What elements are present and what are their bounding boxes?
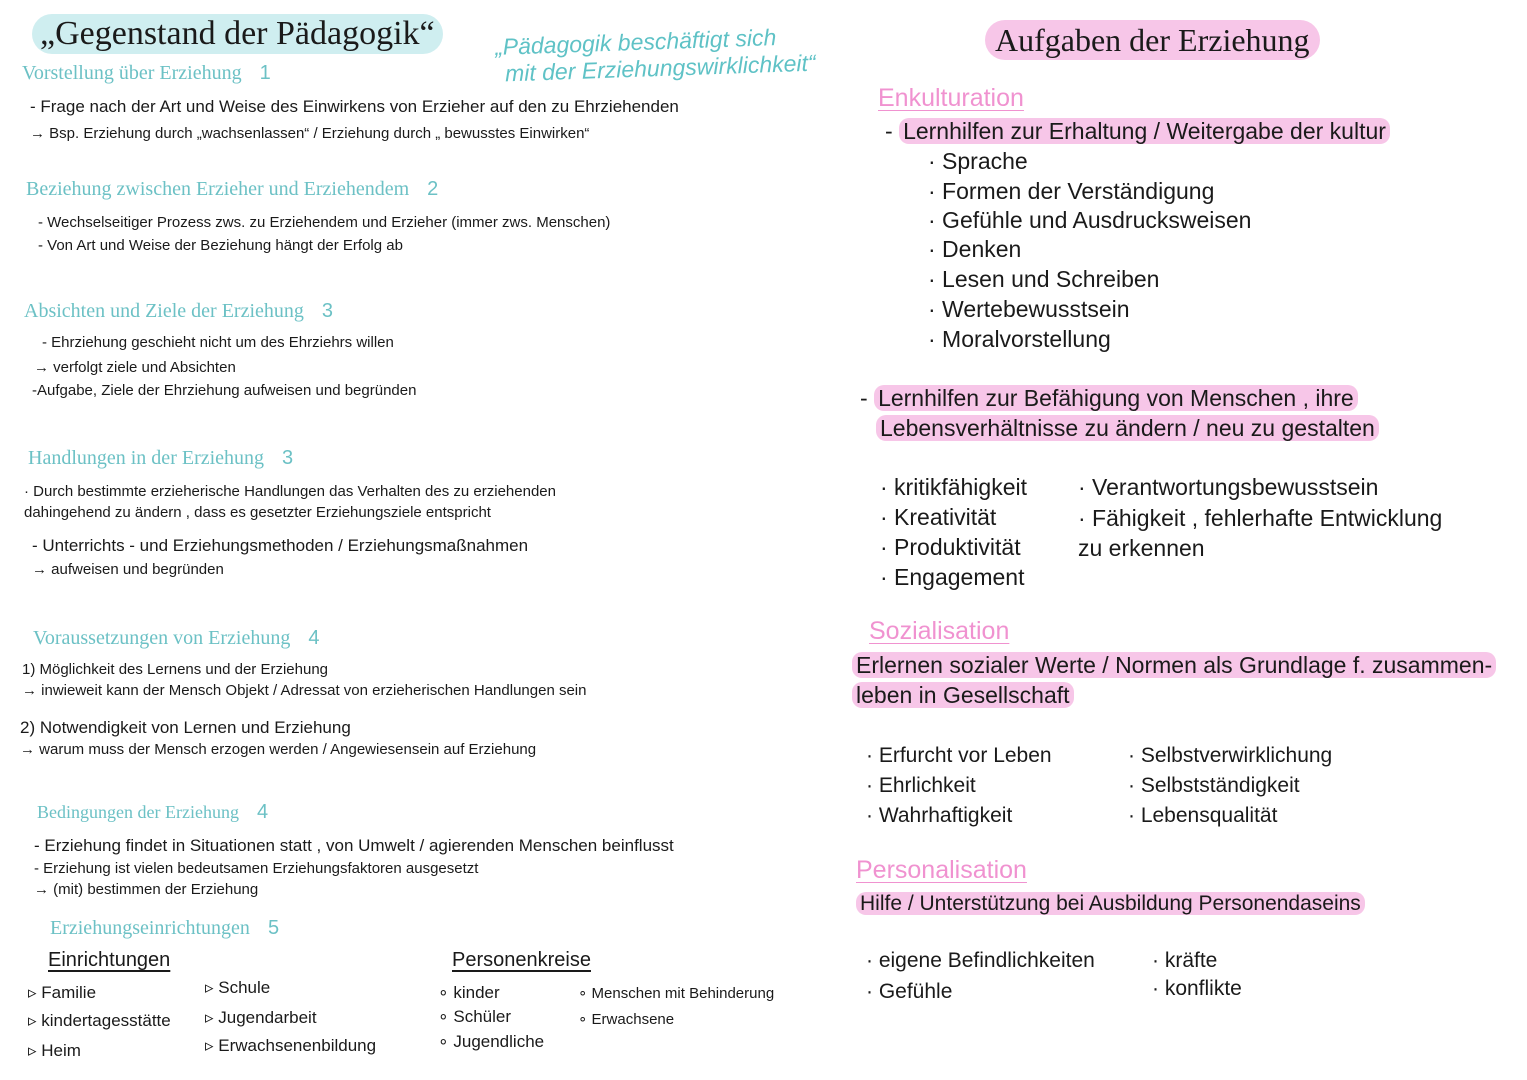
note-line: - Erziehung findet in Situationen statt , von Umwelt / agierenden Menschen beinflusst xyxy=(34,836,674,855)
enkulturation-heading: Enkulturation xyxy=(878,84,1024,112)
note-line: 2) Notwendigkeit von Lernen und Erziehung xyxy=(20,718,351,737)
list-item: · Gefühle xyxy=(866,980,953,1003)
list-item: · Moralvorstellung xyxy=(928,326,1111,352)
section-heading: Erziehungseinrichtungen 5 xyxy=(50,917,280,939)
list-item: · kräfte xyxy=(1152,949,1218,972)
sozialisation-lead-2: leben in Gesellschaft xyxy=(852,681,1074,710)
note-line: - Ehrziehung geschieht nicht um des Ehrziehrs willen xyxy=(42,334,394,351)
personalisation-lead: Hilfe / Unterstützung bei Ausbildung Personendaseins xyxy=(856,890,1365,917)
list-item: · Sprache xyxy=(928,148,1028,174)
list-item: ∘ Erwachsene xyxy=(578,1011,675,1028)
note-line: → Bsp. Erziehung durch „wachsenlassen“ / Erziehung durch „ bewusstes Einwirken“ xyxy=(30,125,590,142)
personalisation-heading: Personalisation xyxy=(856,856,1027,884)
note-line: 1) Möglichkeit des Lernens und der Erziehung xyxy=(22,661,329,678)
list-item: ▹ Erwachsenenbildung xyxy=(205,1036,377,1055)
list-item: · Fähigkeit , fehlerhafte Entwicklung xyxy=(1078,505,1443,531)
list-item: · Selbstständigkeit xyxy=(1128,774,1300,797)
list-item: · kritikfähigkeit xyxy=(880,474,1027,500)
note-line: - Frage nach der Art und Weise des Einwirkens von Erzieher auf den zu Ehrziehenden xyxy=(30,97,679,116)
note-line: → aufweisen und begründen xyxy=(32,561,224,578)
list-item: · Gefühle und Ausdrucksweisen xyxy=(928,207,1252,233)
list-item: · Lesen und Schreiben xyxy=(928,266,1160,292)
list-item: · Erfurcht vor Leben xyxy=(866,744,1052,767)
column-title: Personenkreise xyxy=(452,949,591,971)
note-line: -Aufgabe, Ziele der Ehrziehung aufweisen und begründen xyxy=(32,382,417,399)
list-item: · Kreativität xyxy=(880,504,997,530)
note-line: - Von Art und Weise der Beziehung hängt der Erfolg ab xyxy=(38,237,403,254)
list-item: · Ehrlichkeit xyxy=(866,774,976,797)
list-item: ∘ Menschen mit Behinderung xyxy=(578,985,775,1002)
list-item: zu erkennen xyxy=(1078,535,1205,561)
quote-line-1: „Pädagogik beschäftigt sich xyxy=(494,24,777,60)
list-item: · Selbstverwirklichung xyxy=(1128,744,1333,767)
list-item: · eigene Befindlichkeiten xyxy=(866,949,1095,972)
list-item: · Denken xyxy=(928,236,1022,262)
note-line: → inwieweit kann der Mensch Objekt / Adressat von erzieherischen Handlungen sein xyxy=(22,682,587,699)
list-item: · Engagement xyxy=(880,564,1025,590)
note-line: dahingehend zu ändern , dass es gesetzter Erziehungsziele entspricht xyxy=(24,504,491,521)
section-heading: Voraussetzungen von Erziehung 4 xyxy=(33,627,320,649)
quote-line-2: mit der Erziehungswirklichkeit“ xyxy=(504,49,816,87)
list-item: · Lebensqualität xyxy=(1128,804,1278,827)
list-item: · Formen der Verständigung xyxy=(928,178,1215,204)
note-line: · Durch bestimmte erzieherische Handlungen das Verhalten des zu erziehenden xyxy=(24,483,556,500)
right-page-title: Aufgaben der Erziehung xyxy=(985,20,1320,60)
list-item: ▹ Heim xyxy=(28,1041,81,1060)
list-item: ∘ kinder xyxy=(438,983,500,1002)
sozialisation-heading: Sozialisation xyxy=(869,617,1010,645)
note-line: - Erziehung ist vielen bedeutsamen Erziehungsfaktoren ausgesetzt xyxy=(34,860,479,877)
list-item: ∘ Jugendliche xyxy=(438,1032,545,1051)
list-item: · Produktivität xyxy=(880,534,1021,560)
section-heading: Handlungen in der Erziehung 3 xyxy=(28,447,294,469)
list-item: · Verantwortungsbewusstsein xyxy=(1078,474,1379,500)
note-line: - Wechselseitiger Prozess zws. zu Erziehendem und Erzieher (immer zws. Menschen) xyxy=(38,214,611,231)
section-heading: Beziehung zwischen Erzieher und Erziehendem 2 xyxy=(26,178,439,200)
list-item: ▹ Familie xyxy=(28,983,97,1002)
list-item: · Wahrhaftigkeit xyxy=(866,804,1013,827)
enkulturation-lead-2b: Lebensverhältnisse zu ändern / neu zu gestalten xyxy=(876,414,1379,443)
sozialisation-lead: Erlernen sozialer Werte / Normen als Grundlage f. zusammen- xyxy=(852,651,1496,680)
note-line: → verfolgt ziele und Absichten xyxy=(34,359,236,376)
section-heading: Absichten und Ziele der Erziehung 3 xyxy=(24,300,334,322)
section-heading: Vorstellung über Erziehung 1 xyxy=(22,62,271,84)
enkulturation-lead: - Lernhilfen zur Erhaltung / Weitergabe der kultur xyxy=(885,117,1390,146)
list-item: ▹ Schule xyxy=(205,978,271,997)
enkulturation-lead-2: - Lernhilfen zur Befähigung von Menschen , ihre xyxy=(860,384,1358,413)
note-line: → warum muss der Mensch erzogen werden / Angewiesensein auf Erziehung xyxy=(20,741,537,758)
column-title: Einrichtungen xyxy=(48,949,171,971)
list-item: ∘ Schüler xyxy=(438,1007,512,1026)
note-line: → (mit) bestimmen der Erziehung xyxy=(34,881,259,898)
section-heading: Bedingungen der Erziehung 4 xyxy=(37,801,269,823)
left-page-title: „Gegenstand der Pädagogik“ xyxy=(32,14,443,54)
list-item: ▹ kindertagesstätte xyxy=(28,1011,171,1030)
list-item: ▹ Jugendarbeit xyxy=(205,1008,317,1027)
list-item: · konflikte xyxy=(1152,977,1242,1000)
list-item: · Wertebewusstsein xyxy=(928,296,1130,322)
note-line: - Unterrichts - und Erziehungsmethoden / Erziehungsmaßnahmen xyxy=(32,536,529,555)
